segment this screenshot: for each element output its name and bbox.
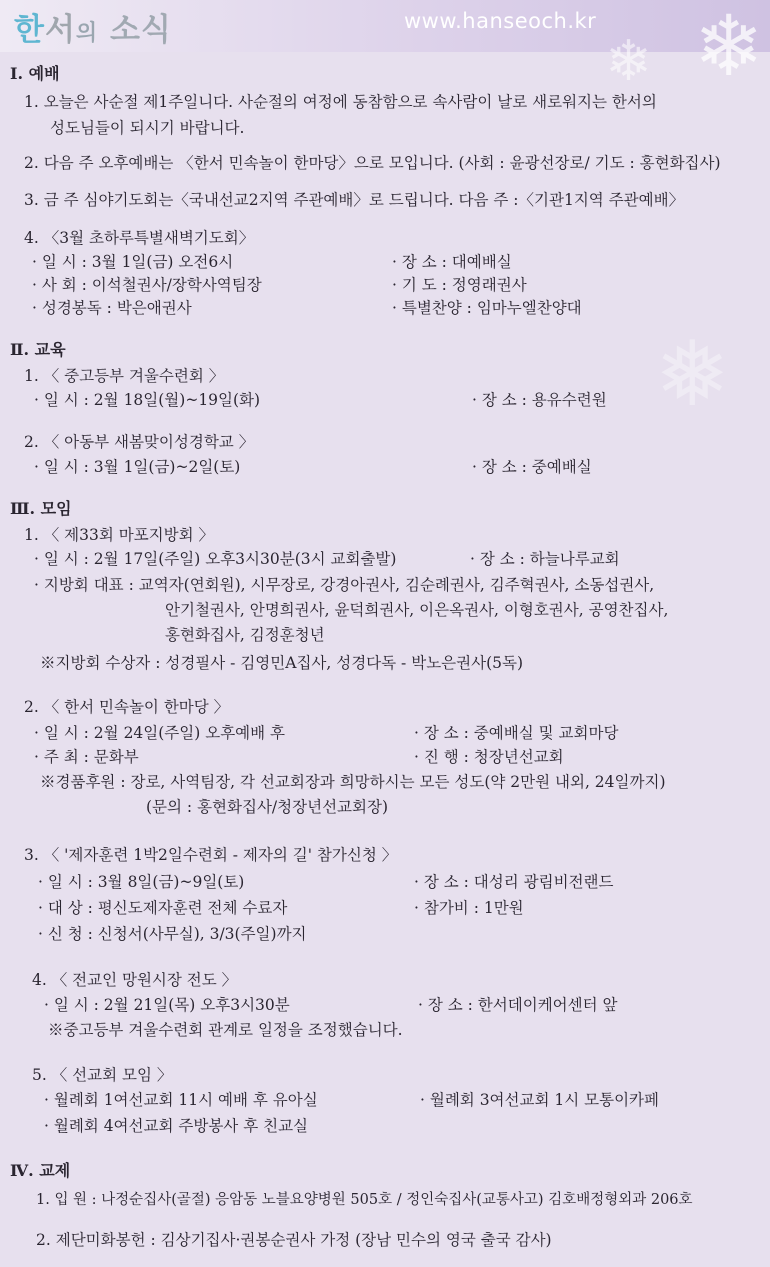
snowflake-icon: ❄ — [605, 29, 652, 94]
meeting-5-item-c: · 월례회 4여선교회 주방봉사 후 친교실 — [44, 1117, 309, 1135]
meeting-1-date: · 일 시 : 2월 17일(주일) 오후3시30분(3시 교회출발) — [34, 550, 397, 568]
meeting-2-prize: ※경품후원 : 장로, 사역팀장, 각 선교회장과 희망하시는 모든 성도(약 2만원 내외, 24일까지) — [40, 773, 666, 791]
fellowship-item-1: 1. 입 원 : 나정순집사(골절) 응암동 노블요양병원 505호 / 정인숙집사(교통사고) 김호배정형외과 206호 — [36, 1192, 693, 1208]
meeting-5-item-a: · 월례회 1여선교회 11시 예배 후 유아실 — [44, 1091, 318, 1109]
meeting-4-note: ※중고등부 겨울수련회 관계로 일정을 조정했습니다. — [48, 1021, 403, 1039]
section-heading-worship: Ⅰ. 예배 — [10, 64, 60, 83]
meeting-1-delegates-cont: 안기철권사, 안명희권사, 윤덕희권사, 이은옥권사, 이형호권사, 공영찬집사, — [165, 601, 669, 619]
meeting-5-item-b: · 월례회 3여선교회 1시 모통이카페 — [420, 1091, 660, 1109]
meeting-3-apply: · 신 청 : 신청서(사무실), 3/3(주일)까지 — [38, 925, 307, 943]
title-char-1: 한 — [14, 12, 45, 48]
meeting-1-delegates: · 지방회 대표 : 교역자(연회원), 시무장로, 강경아권사, 김순례권사, 김주혁권사, 소동섭권사, — [34, 576, 655, 594]
snowflake-icon: ❄ — [693, 0, 764, 95]
meeting-4-date: · 일 시 : 2월 21일(목) 오후3시30분 — [44, 996, 290, 1014]
education-item-1-place: · 장 소 : 용유수련원 — [472, 391, 607, 409]
education-item-2-place: · 장 소 : 중예배실 — [472, 458, 592, 476]
meeting-2-title: 2. 〈 한서 민속놀이 한마당 〉 — [24, 698, 230, 716]
worship-item-3: 3. 금 주 심야기도회는〈국내선교2지역 주관예배〉로 드립니다. 다음 주 :〈기관1지역 주관예배〉 — [24, 191, 685, 209]
meeting-1-delegates-cont2: 홍현화집사, 김정훈청년 — [165, 626, 325, 644]
newsletter-title — [14, 4, 172, 49]
education-item-1-title: 1. 〈 중고등부 겨울수련회 〉 — [24, 367, 225, 385]
worship-item-1-cont: 성도님들이 되시기 바랍니다. — [50, 119, 245, 137]
meeting-2-place: · 장 소 : 중예배실 및 교회마당 — [414, 724, 619, 742]
worship-item-4-special: · 특별찬양 : 임마누엘찬양대 — [392, 299, 582, 317]
meeting-1-place: · 장 소 : 하늘나루교회 — [470, 550, 620, 568]
meeting-1-awards: ※지방회 수상자 : 성경필사 - 김영민A집사, 성경다독 - 박노은권사(5독) — [40, 654, 524, 672]
worship-item-4-host: · 사 회 : 이석철권사/장학사역팀장 — [32, 276, 262, 294]
section-heading-education: Ⅱ. 교육 — [10, 340, 66, 359]
website-url: www.hanseoch.kr — [404, 9, 597, 33]
meeting-5-title: 5. 〈 선교회 모임 〉 — [32, 1066, 173, 1084]
title-char-2: 서 — [44, 12, 76, 48]
title-char-3: 의 — [75, 21, 99, 46]
meeting-4-place: · 장 소 : 한서데이케어센터 앞 — [418, 996, 618, 1014]
meeting-4-title: 4. 〈 전교인 망원시장 전도 〉 — [32, 971, 238, 989]
section-heading-fellowship: Ⅳ. 교제 — [10, 1161, 71, 1180]
meeting-2-prize-contact: (문의 : 홍현화집사/청장년선교회장) — [146, 798, 389, 816]
worship-item-1: 1. 오늘은 사순절 제1주일니다. 사순절의 여정에 동참함으로 속사람이 날로 새로워지는 한서의 — [24, 93, 657, 111]
worship-item-4-title: 4. 〈3월 초하루특별새벽기도회〉 — [24, 229, 255, 247]
meeting-1-title: 1. 〈 제33회 마포지방회 〉 — [24, 526, 215, 544]
meeting-3-date: · 일 시 : 3월 8일(금)~9일(토) — [38, 873, 245, 891]
meeting-2-date: · 일 시 : 2월 24일(주일) 오후예배 후 — [34, 724, 286, 742]
meeting-3-fee: · 참가비 : 1만원 — [414, 899, 524, 917]
meeting-3-place: · 장 소 : 대성리 광림비전랜드 — [414, 873, 614, 891]
fellowship-item-2: 2. 제단미화봉헌 : 김상기집사·권봉순권사 가정 (장남 민수의 영국 출국 감사) — [36, 1231, 552, 1249]
snowflake-icon: ❅ — [654, 322, 730, 427]
worship-item-4-prayer: · 기 도 : 정영래권사 — [392, 276, 527, 294]
education-item-2-date: · 일 시 : 3월 1일(금)~2일(토) — [34, 458, 241, 476]
meeting-2-host: · 주 최 : 문화부 — [34, 748, 139, 766]
meeting-3-title: 3. 〈 '제자훈련 1박2일수련회 - 제자의 길' 참가신청 〉 — [24, 846, 398, 864]
education-item-1-date: · 일 시 : 2월 18일(월)~19일(화) — [34, 391, 261, 409]
meeting-2-run: · 진 행 : 청장년선교회 — [414, 748, 564, 766]
section-heading-meetings: Ⅲ. 모임 — [10, 499, 72, 518]
worship-item-4-reading: · 성경봉독 : 박은애권사 — [32, 299, 192, 317]
title-char-4: 소식 — [98, 12, 172, 48]
worship-item-4-place: · 장 소 : 대예배실 — [392, 253, 512, 271]
worship-item-2: 2. 다음 주 오후예배는 〈한서 민속놀이 한마당〉으로 모입니다. (사회 : 윤광선장로/ 기도 : 홍현화집사) — [24, 154, 721, 172]
education-item-2-title: 2. 〈 아동부 새봄맞이성경학교 〉 — [24, 433, 255, 451]
meeting-3-target: · 대 상 : 평신도제자훈련 전체 수료자 — [38, 899, 288, 917]
worship-item-4-date: · 일 시 : 3월 1일(금) 오전6시 — [32, 253, 234, 271]
header-banner — [0, 0, 770, 52]
